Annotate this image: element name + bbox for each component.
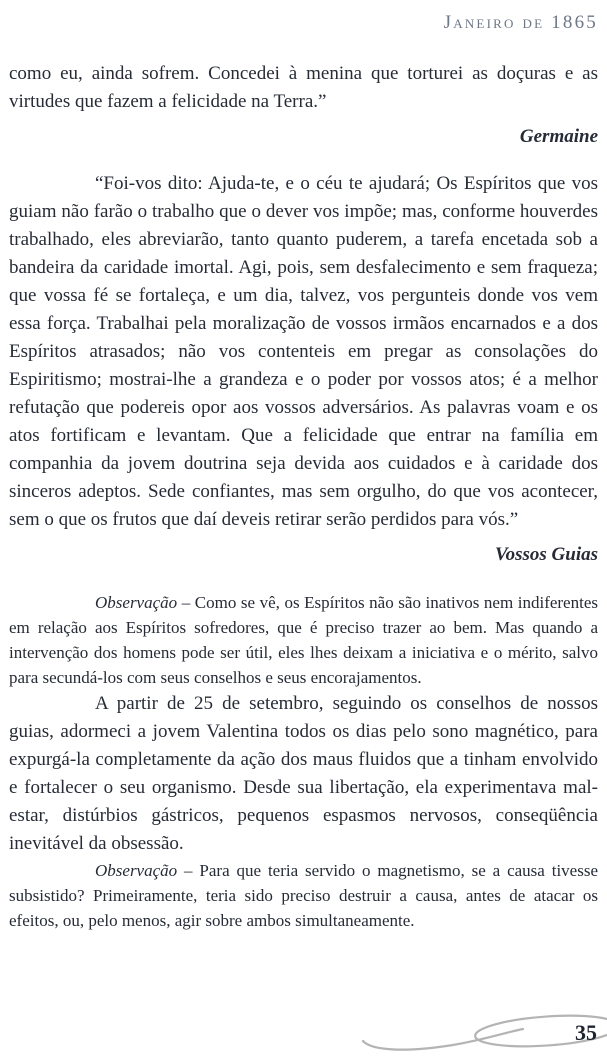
page-number: 35	[575, 1020, 597, 1045]
observation-1-text: – Como se vê, os Espíritos não são inativos nem indiferentes em relação aos Espíritos sofredores, que é preciso trazer ao bem. Mas quando a intervenção dos homens pode ser útil, eles lhes deixam a iniciativa e o mérito, salvo para secundá-los com seus conselhos e seus encorajamentos.	[9, 593, 598, 687]
observation-2-text: – Para que teria servido o magnetismo, se a causa tivesse subsistido? Primeiramente, teria sido preciso destruir a causa, antes de atacar os efeitos, ou, pelo menos, agir sobre ambos simultaneamente.	[9, 861, 598, 930]
paragraph-narrative: A partir de 25 de setembro, seguindo os conselhos de nossos guias, adormeci a jovem Valentina todos os dias pelo sono magnético, para expurgá-la completamente da ação dos maus fluidos que a tinham envolvido e fortalecer o seu organismo. Desde sua libertação, ela experimentava mal-estar, distúrbios gástricos, pequenos espasmos nervosos, conseqüência inevitável da obsessão.	[9, 693, 598, 854]
signature-germaine: Germaine	[519, 126, 598, 147]
paragraph-continuation: como eu, ainda sofrem. Concedei à menina que torturei as doçuras e as virtudes que fazem a felicidade na Terra.”	[9, 63, 598, 112]
observation-1	[9, 590, 598, 690]
paragraph-spirit-message: “Foi-vos dito: Ajuda-te, e o céu te ajudará; Os Espíritos que vos guiam não farão o trabalho que o dever vos impõe; mas, conforme houverdes trabalhado, eles abreviarão, tanto quanto puderem, a tarefa encetada sob a bandeira da caridade imortal. Agi, pois, sem desfalecimento e sem fraqueza; que vossa fé se fortaleça, e um dia, talvez, vos pergunteis donde vos vem essa força. Trabalhai pela moralização de vossos irmãos encarnados e a dos Espíritos atrasados; não vos contenteis em pregar as consolações do Espiritismo; mostrai-lhe a grandeza e o poder por vossos atos; é a melhor refutação que podereis opor aos vossos adversários. As palavras voam e os atos fortificam e levantam. Que a felicidade que entrar na família em companhia da jovem doutrina seja devida aos cuidados e à caridade dos sinceros adeptos. Sede confiantes, mas sem orgulho, do que vos acontecer, sem o que os frutos que daí deveis retirar serão perdidos para vós.”	[9, 173, 598, 530]
running-head: Janeiro de 1865	[443, 12, 598, 33]
signature-vossos-guias: Vossos Guias	[495, 544, 598, 565]
observation-2	[9, 858, 598, 933]
flourish-ornament	[357, 1004, 607, 1056]
observation-1-label: Observação	[95, 593, 178, 612]
page-footer	[357, 1004, 607, 1056]
observation-2-label: Observação	[95, 861, 178, 880]
